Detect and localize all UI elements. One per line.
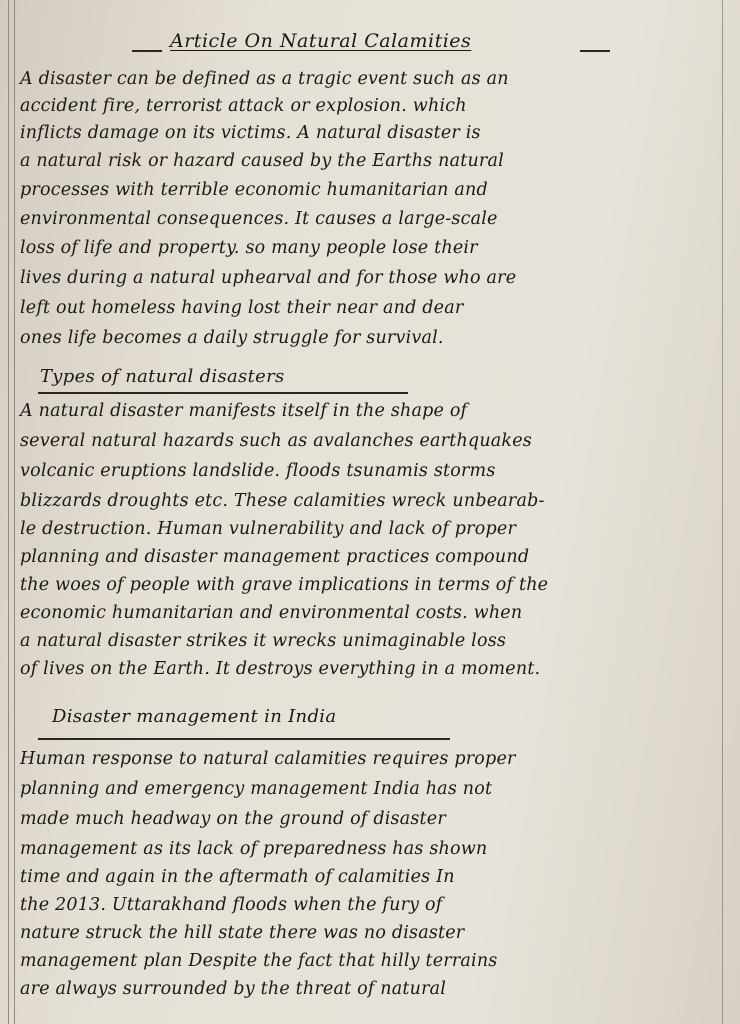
text-line: are always surrounded by the threat of natural	[20, 979, 447, 999]
page-margin-line	[722, 0, 723, 1024]
text-line: the 2013. Uttarakhand floods when the fury of	[20, 895, 443, 915]
text-line: A natural disaster manifests itself in the shape of	[20, 401, 468, 421]
text-line: economic humanitarian and environmental costs. when	[20, 603, 523, 623]
heading-underline	[38, 738, 450, 740]
text-line: environmental consequences. It causes a large-scale	[20, 209, 498, 229]
section-heading: Types of natural disasters	[40, 366, 285, 387]
text-line: nature struck the hill state there was no disaster	[20, 923, 465, 943]
section-heading: Disaster management in India	[52, 706, 337, 727]
text-line: the woes of people with grave implications in terms of the	[20, 575, 549, 595]
text-line: blizzards droughts etc. These calamities wreck unbearab-	[20, 491, 545, 511]
text-line: inflicts damage on its victims. A natural disaster is	[20, 123, 481, 143]
page-margin-line	[14, 0, 15, 1024]
text-line: lives during a natural uphearval and for those who are	[20, 268, 517, 288]
text-line: several natural hazards such as avalanches earthquakes	[20, 431, 532, 451]
text-line: Human response to natural calamities requires proper	[20, 749, 516, 769]
text-line: planning and emergency management India has not	[20, 779, 493, 799]
text-line: accident fire, terrorist attack or explosion. which	[20, 96, 467, 116]
title-underline	[132, 50, 162, 52]
text-line: A disaster can be defined as a tragic event such as an	[20, 69, 509, 89]
page-title: Article On Natural Calamities	[170, 30, 472, 52]
text-line: loss of life and property. so many people lose their	[20, 238, 478, 258]
heading-underline	[38, 392, 408, 394]
text-line: processes with terrible economic humanitarian and	[20, 180, 488, 200]
text-line: left out homeless having lost their near and dear	[20, 298, 464, 318]
page-margin-line	[8, 0, 9, 1024]
text-line: le destruction. Human vulnerability and lack of proper	[20, 519, 517, 539]
text-line: of lives on the Earth. It destroys everything in a moment.	[20, 659, 541, 679]
text-line: a natural disaster strikes it wrecks unimaginable loss	[20, 631, 507, 651]
text-line: volcanic eruptions landslide. floods tsunamis storms	[20, 461, 496, 481]
text-line: planning and disaster management practices compound	[20, 547, 530, 567]
text-line: time and again in the aftermath of calamities In	[20, 867, 455, 887]
text-line: management as its lack of preparedness has shown	[20, 839, 488, 859]
text-line: ones life becomes a daily struggle for survival.	[20, 328, 444, 348]
text-line: a natural risk or hazard caused by the Earths natural	[20, 151, 504, 171]
text-line: management plan Despite the fact that hilly terrains	[20, 951, 498, 971]
text-line: made much headway on the ground of disaster	[20, 809, 446, 829]
title-underline	[580, 50, 610, 52]
